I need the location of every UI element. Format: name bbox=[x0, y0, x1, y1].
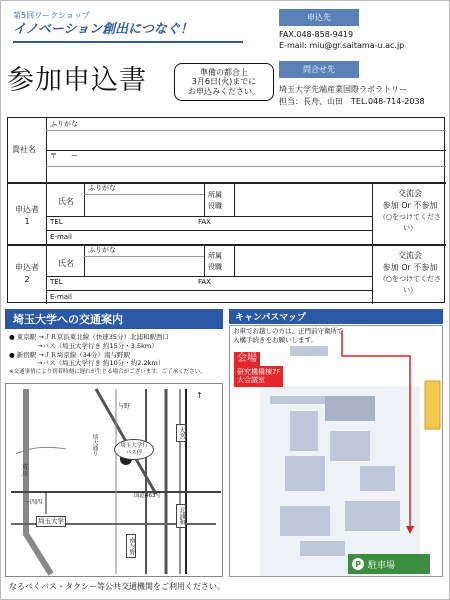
campus-map bbox=[229, 325, 443, 577]
applicant1-dept-label: 所属 役職 bbox=[208, 191, 222, 210]
applicant1-fax-label: FAX bbox=[198, 218, 211, 226]
map-ohmiya-label: 大宮 bbox=[176, 424, 186, 442]
parking-icon: P bbox=[352, 558, 364, 570]
company-name-field[interactable] bbox=[52, 136, 432, 148]
venue-label: 会場 bbox=[234, 352, 260, 366]
inquiry-label: 問合せ先 bbox=[279, 61, 359, 78]
applicant2-email-label: E-mail bbox=[50, 293, 72, 301]
application-label: 申込先 bbox=[279, 9, 359, 26]
applicant2-label: 申込者 2 bbox=[15, 263, 39, 284]
company-name-label: 貴社名 bbox=[12, 145, 36, 154]
application-fax: FAX.048-858-9419 bbox=[279, 30, 354, 39]
address-field[interactable] bbox=[52, 168, 432, 180]
map-route-label: 国道463号 bbox=[134, 493, 161, 499]
workshop-subtitle: 第5回ワークショップ bbox=[13, 11, 90, 20]
application-email[interactable]: E-mail: miu@gr.saitama-u.ac.jp bbox=[279, 41, 405, 50]
applicant1-name-label: 氏名 bbox=[58, 197, 74, 206]
route-bullet: ● bbox=[9, 350, 15, 359]
workshop-title: イノベーション創出につなぐ！ bbox=[13, 22, 193, 37]
map-university-label: 埼玉大学 bbox=[38, 517, 64, 525]
form-title: 参加申込書 bbox=[7, 65, 147, 96]
deadline-line3: お申込みください。 bbox=[188, 86, 260, 96]
access-directions: ● 東京駅 →ＪＲ京浜東北線（快速35分）北浦和駅西口 →バス（埼玉大学行き 約15分・3.5km） ● 新宿駅 →ＪＲ埼京線（34分）南与野駅 →バス（埼玉大学行き 約10分・約2.2km） ※交通事情により到着時刻に遅れが生じる場合がございます。ご了承ください。 bbox=[9, 333, 206, 376]
map-street-label: 埼大通り bbox=[91, 434, 98, 456]
inquiry-org: 埼玉大学先端産業国際ラボラトリー bbox=[279, 85, 407, 94]
map-minamiyono-label: 南与野 bbox=[126, 534, 136, 558]
applicant2-name-field[interactable] bbox=[88, 260, 200, 274]
inquiry-contact: 担当：長舟、山田 TEL.048-714-2038 bbox=[279, 97, 425, 106]
deadline-line1: 準備の都合上 bbox=[200, 67, 248, 77]
north-arrow-icon: ↑ bbox=[196, 391, 203, 400]
applicant1-furigana: ふりがな bbox=[88, 184, 116, 192]
applicant1-exchange[interactable]: 交流会 参加 Or 不参加 （○をつけてください） bbox=[378, 189, 442, 232]
applicant2-name-label: 氏名 bbox=[58, 259, 74, 268]
applicant2-dept-label: 所属 役職 bbox=[208, 252, 222, 271]
venue-detail: 研究機構棟7F 大会議室 bbox=[234, 366, 283, 387]
applicant2-fax-label: FAX bbox=[198, 278, 211, 286]
deadline-bubble bbox=[174, 63, 274, 101]
deadline-line2: 3月6日(火)までに bbox=[191, 77, 257, 87]
applicant2-dept-field[interactable] bbox=[238, 248, 368, 274]
postal-label: 〒 ー bbox=[50, 152, 78, 160]
application-form bbox=[7, 117, 445, 303]
applicant1-label: 申込者 1 bbox=[15, 205, 39, 226]
applicant2-tel-label: TEL bbox=[50, 278, 63, 286]
map-bus-stop-label: 埼玉大学行 バス停 bbox=[114, 439, 154, 460]
campus-description: お車でお越しの方は、正門前守衛所で 入構手続きをお願いします。 bbox=[233, 327, 344, 344]
campus-map-title: キャンパスマップ bbox=[229, 309, 443, 324]
applicant1-dept-field[interactable] bbox=[238, 186, 368, 212]
map-ichino-label: 一四四 bbox=[24, 499, 43, 506]
applicant2-furigana: ふりがな bbox=[88, 246, 116, 254]
guest-furigana-label: ふりがな bbox=[50, 120, 78, 128]
route-bullet: ● bbox=[9, 333, 15, 341]
parking-label: 駐車場 bbox=[368, 560, 396, 571]
parking-area bbox=[348, 554, 430, 574]
applicant1-tel-label: TEL bbox=[50, 218, 63, 226]
map-kitaurawa-label: 北浦和 bbox=[176, 504, 186, 528]
access-title: 埼玉大学への交通案内 bbox=[5, 309, 223, 329]
map-river-label: 荒川 bbox=[21, 464, 28, 479]
map-yono-label: 与野 bbox=[118, 403, 131, 410]
applicant1-email-label: E-mail bbox=[50, 233, 72, 241]
title-underline bbox=[13, 41, 243, 43]
applicant1-name-field[interactable] bbox=[88, 198, 200, 212]
applicant2-exchange[interactable]: 交流会 参加 Or 不参加 （○をつけてください） bbox=[378, 251, 442, 294]
route-map bbox=[5, 383, 223, 577]
footer-note: なるべくバス・タクシー等公共交通機関をご利用ください。 bbox=[9, 582, 225, 591]
